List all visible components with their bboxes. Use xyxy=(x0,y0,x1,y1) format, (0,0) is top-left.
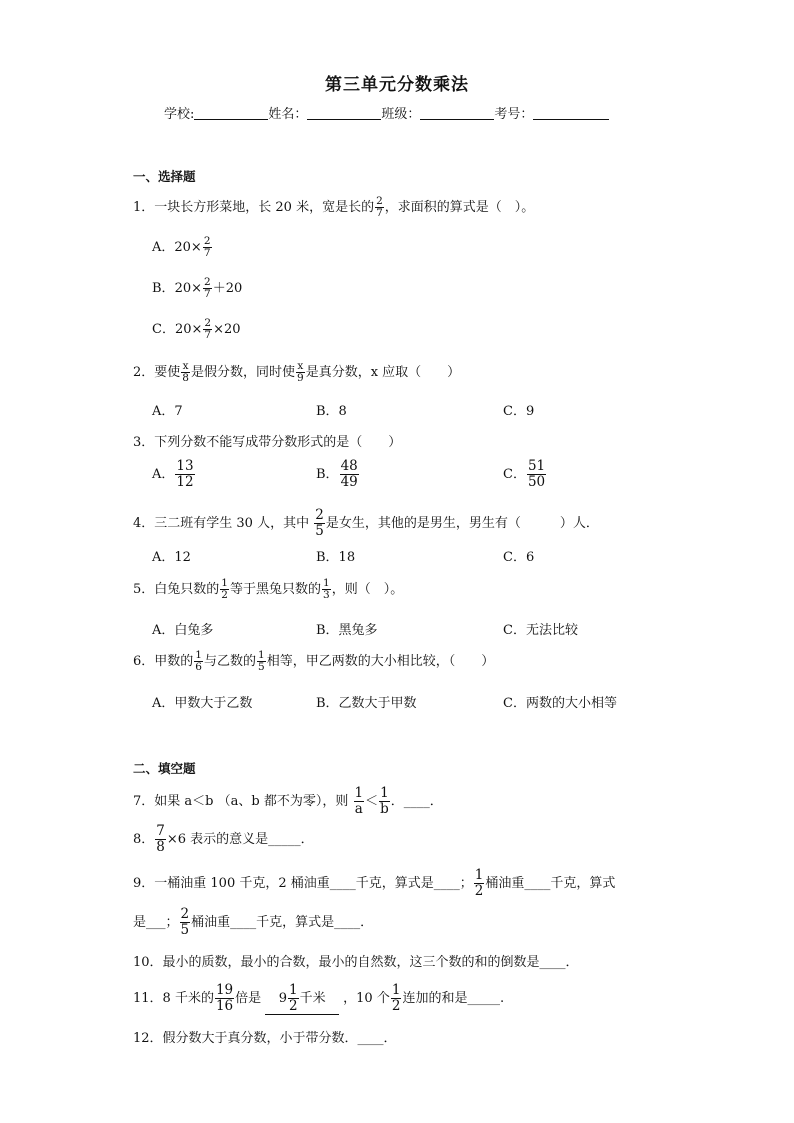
option-1c[interactable]: C．20× $\frac{2}{7}$ ×20 xyxy=(152,317,241,341)
fraction: $\frac{2}{7}$ xyxy=(204,276,211,300)
question-text: 一块长方形菜地，长 20 米，宽是长的 xyxy=(154,200,375,215)
option-4a[interactable]: A．12 xyxy=(152,550,191,565)
option-2c[interactable]: C．9 xyxy=(503,404,535,419)
question-8: 8． $\frac{7}{8}$ ×6 表示的意义是_____． xyxy=(133,823,314,855)
student-info-line xyxy=(164,103,609,122)
section-title-choice: 一、选择题 xyxy=(133,169,196,184)
question-11: 11．8 千米的 $\frac{19}{16}$ 倍是 9 $\frac{1}{2}$ 千米 ，10 个 $\frac{1}{2}$ 连加的和是_____. xyxy=(133,982,505,1014)
question-3: 3．下列分数不能写成带分数形式的是（ ） xyxy=(133,435,402,450)
option-4b[interactable]: B．18 xyxy=(316,550,356,565)
fraction: $\frac{2}{5}$ xyxy=(315,507,324,539)
name-blank[interactable] xyxy=(307,107,381,120)
option-6a[interactable]: A．甲数大于乙数 xyxy=(152,696,253,711)
question-12: 12．假分数大于真分数，小于带分数．____． xyxy=(133,1031,397,1046)
option-4c[interactable]: C．6 xyxy=(503,550,535,565)
option-5a[interactable]: A．白兔多 xyxy=(152,623,214,638)
fraction: $\frac{x}{9}$ xyxy=(297,360,304,384)
fraction: $\frac{13}{12}$ xyxy=(176,458,194,490)
option-1a[interactable]: A．20× $\frac{2}{7}$ xyxy=(152,235,211,259)
name-label: 姓名： xyxy=(268,107,308,122)
question-number: 1． xyxy=(133,200,155,215)
question-9-line-1: 9．一桶油重 100 千克，2 桶油重____千克，算式是____； $\frac{1}{2}$ 桶油重____千克，算式 xyxy=(133,867,616,899)
option-6c[interactable]: C．两数的大小相等 xyxy=(503,696,617,711)
page-title: 第三单元分数乘法 xyxy=(325,75,469,95)
fraction: $\frac{1}{2}$ xyxy=(474,867,484,899)
fraction: $\frac{1}{2}$ xyxy=(391,982,401,1014)
fraction: $\frac{1}{2}$ xyxy=(221,577,228,601)
question-text: ，求面积的算式是（ ）。 xyxy=(384,200,535,215)
question-5: 5．白兔只数的 $\frac{1}{2}$ 等于黑兔只数的 $\frac{1}{3}$ ，则（ ）。 xyxy=(133,577,404,601)
question-4: 4．三二班有学生 30 人，其中 $\frac{2}{5}$ 是女生，其他的是男生，男生有（ ）人． xyxy=(133,507,599,539)
class-label: 班级： xyxy=(381,107,421,122)
option-3a[interactable]: A． $\frac{13}{12}$ xyxy=(152,458,194,490)
fraction: $\frac{19}{16}$ xyxy=(215,982,234,1014)
option-6b[interactable]: B．乙数大于甲数 xyxy=(316,696,417,711)
question-1 xyxy=(133,196,534,219)
fraction: $\frac{1}{6}$ xyxy=(195,649,202,673)
fraction: $\frac{2}{7}$ xyxy=(203,235,211,259)
number-label: 考号： xyxy=(494,107,534,122)
question-7: 7．如果 a＜b （a、b 都不为零），则 $\frac{1}{a}$ ＜ $\frac{1}{b}$ ．____． xyxy=(133,785,443,817)
fraction: $\frac{1}{a}$ xyxy=(354,785,364,817)
question-2: 2．要使 $\frac{x}{8}$ 是假分数，同时使 $\frac{x}{9}$ 是真分数，x 应取（ ） xyxy=(133,360,461,384)
number-blank[interactable] xyxy=(533,107,609,120)
class-blank[interactable] xyxy=(420,107,494,120)
fraction: $\frac{2}{7}$ xyxy=(204,317,212,341)
fraction: $\frac{1}{3}$ xyxy=(323,577,330,601)
section-title-fill: 二、填空题 xyxy=(133,761,196,776)
fraction: $\frac{1}{b}$ xyxy=(380,785,389,817)
option-5b[interactable]: B．黑兔多 xyxy=(316,623,378,638)
fraction: $\frac{1}{5}$ xyxy=(258,649,265,673)
fraction: $\frac{2}{7}$ xyxy=(376,195,383,219)
fraction: $\frac{48}{49}$ xyxy=(340,458,358,490)
option-3b[interactable]: B． $\frac{48}{49}$ xyxy=(316,458,358,490)
question-9-line-2: 是___； $\frac{2}{5}$ 桶油重____千克，算式是____． xyxy=(133,906,374,938)
option-2b[interactable]: B．8 xyxy=(316,404,347,419)
option-1b[interactable]: B．20× $\frac{2}{7}$ ＋20 xyxy=(152,276,243,300)
answer-blank-filled: 9 $\frac{1}{2}$ 千米 xyxy=(265,983,339,1015)
option-2a[interactable]: A．7 xyxy=(152,404,183,419)
question-6: 6．甲数的 $\frac{1}{6}$ 与乙数的 $\frac{1}{5}$ 相等，甲乙两数的大小相比较，（ ） xyxy=(133,649,495,673)
school-blank[interactable] xyxy=(194,107,268,120)
option-3c[interactable]: C． $\frac{51}{50}$ xyxy=(503,458,546,490)
option-5c[interactable]: C．无法比较 xyxy=(503,623,578,638)
fraction: $\frac{1}{2}$ xyxy=(288,982,298,1014)
fraction: $\frac{51}{50}$ xyxy=(527,458,546,490)
fraction: $\frac{2}{5}$ xyxy=(180,906,190,938)
question-10: 10．最小的质数，最小的合数，最小的自然数，这三个数的和的倒数是____． xyxy=(133,955,579,970)
fraction: $\frac{7}{8}$ xyxy=(156,823,165,855)
school-label: 学校: xyxy=(164,107,195,122)
fraction: $\frac{x}{8}$ xyxy=(182,360,189,384)
